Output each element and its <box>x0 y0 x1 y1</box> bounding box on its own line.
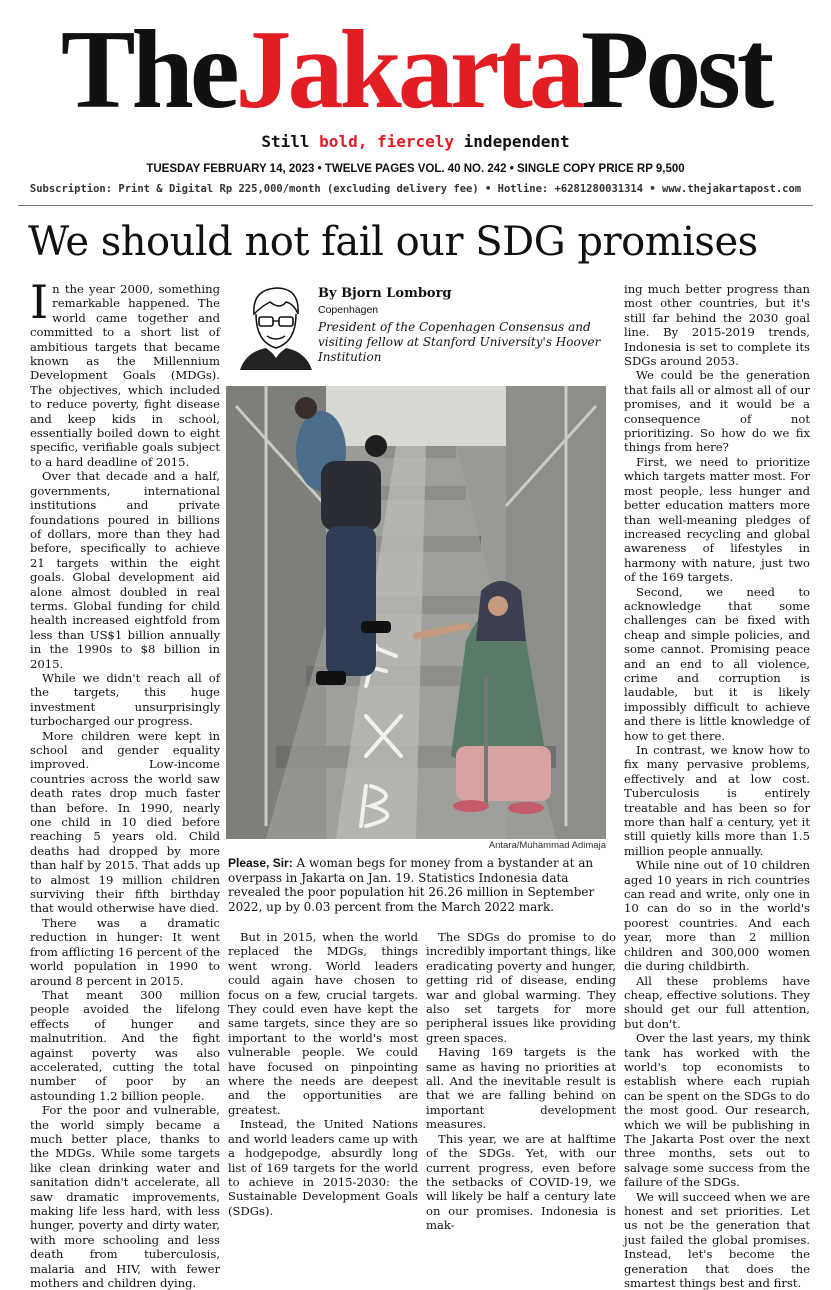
article-paragraph: The SDGs do promise to do incredibly important things, like eradicating poverty and hunger, getting rid of disease, ending war and global warming. They also set targets for more peripheral issues like providing green spaces. <box>426 930 616 1045</box>
article-paragraph: We could be the generation that fails all or almost all of our promises, and it would be a consequence of not prioritizing. So how do we fix things from here? <box>624 368 810 455</box>
tagline-red: bold, fiercely <box>319 132 455 151</box>
author-byline: By Bjorn Lomborg <box>318 286 452 301</box>
caption-text: A woman begs for money from a bystander at an overpass in Jakarta on Jan. 19. Statistics Indonesia data revealed the poor population hit 26.26 million in September 2022, up by 0.03 percent from the March 2022 mark. <box>228 856 595 914</box>
divider <box>18 205 813 206</box>
article-column-4 <box>624 282 810 1290</box>
photo-caption <box>228 856 614 914</box>
photo-illustration <box>226 386 606 839</box>
article-paragraph: That meant 300 million people avoided the lifelong effects of hunger and malnutrition. And the fight against poverty was also accelerated, cutting the total number of poor by an astounding 1.2 billion people. <box>30 987 220 1103</box>
article-paragraph: First, we need to prioritize which targets matter most. For most people, less hunger and better education matters more than well-meaning pledges of increased recycling and global awareness of lifestyles in harmony with nature, just two of the 169 targets. <box>624 454 810 585</box>
author-bio: President of the Copenhagen Consensus and visiting fellow at Stanford University's Hoover Institution <box>318 320 601 364</box>
newspaper-logo[interactable] <box>0 8 831 132</box>
article-paragraph: Instead, the United Nations and world leaders came up with a hodgepodge, absurdly long list of 169 targets for the world to achieve in 2015-2030: the Sustainable Development Goals (SDGs). <box>228 1117 418 1218</box>
caption-lead: Please, Sir: <box>228 856 293 870</box>
author-location: Copenhagen <box>318 304 379 316</box>
tagline <box>0 132 831 151</box>
article-headline: We should not fail our SDG promises <box>28 219 758 265</box>
article-paragraph: Over that decade and a half, governments, international institutions and private foundations poured in billions of dollars, more than they had before, specifically to achieve 21 targets within the eight goals. Global development aid alone almost doubled in real terms. Global funding for child health increased eightfold from less than US$1 billion annually in the 1990s to $8 billion in 2015. <box>30 469 220 671</box>
tagline-post: independent <box>454 132 570 151</box>
masthead <box>0 8 831 132</box>
article-column-2 <box>228 930 418 1218</box>
article-paragraph: All these problems have cheap, effective solutions. They should get our full attention, but don't. <box>624 973 810 1031</box>
logo-post: Post <box>580 8 771 132</box>
article-column-3 <box>426 930 616 1233</box>
article-photo[interactable] <box>226 386 606 839</box>
article-paragraph: There was a dramatic reduction in hunger: It went from afflicting 16 percent of the world population in 1990 to around 8 percent in 2015. <box>30 915 220 988</box>
subscription-line: Subscription: Print & Digital Rp 225,000/month (excluding delivery fee) • Hotline: +6281280031314 • www.thejakartapost.com <box>29 183 802 195</box>
article-paragraph: In the year 2000, something remarkable happened. The world came together and committed to a short list of ambitious targets that became known as the Millennium Development Goals (MDGs). The objectives, which included to reduce poverty, fight disease and keep kids in school, essentially boiled down to eight specific, verifiable goals subject to a hard deadline of 2015. <box>30 275 220 469</box>
dateline: TUESDAY FEBRUARY 14, 2023 • TWELVE PAGES VOL. 40 NO. 242 • SINGLE COPY PRICE RP 9,500 <box>146 163 685 175</box>
article-paragraph: Over the last years, my think tank has worked with the world's top economists to establish where each rupiah can be spent on the SDGs to do the most good. Our research, which we will be publishing in The Jakarta Post over the next three months, sets out to salvage some success from the failure of the SDGs. <box>624 1031 810 1190</box>
article-paragraph: More children were kept in school and gender equality improved. Low-income countries across the world saw death rates drop much faster than before. In 1990, nearly one child in 10 died before reaching 5 years old. Child deaths had dropped by more than half by 2015. That adds up to almost 19 million children surviving their fifth birthday that would otherwise have died. <box>30 728 220 916</box>
article-paragraph: Having 169 targets is the same as having no priorities at all. And the inevitable result is that we are falling behind on important development measures. <box>426 1045 616 1132</box>
article-paragraph: For the poor and vulnerable, the world simply became a much better place, thanks to the MDGs. While some targets like clean drinking water and sanitation didn't accelerate, all saw dramatic improvements, making life less hard, with less hunger, poverty and dirty water, with more schooling and less death from tuberculosis, malaria and HIV, with fewer mothers and children dying. <box>30 1103 220 1290</box>
article-paragraph: But in 2015, when the world replaced the MDGs, things went wrong. World leaders could again have chosen to focus on a few, crucial targets. They could even have kept the same targets, since they are so important to the world's most vulnerable people. We could have focused on pinpointing where the needs are deepest and the opportunities are greatest. <box>228 930 418 1117</box>
photo-credit: Antara/Muhammad Adimaja <box>488 840 606 851</box>
article-paragraph: Second, we need to acknowledge that some challenges can be fixed with cheap and simple policies, and some cannot. Promising peace and an end to all violence, crime and corruption is laudable, but it is likely impossibly difficult to achieve and there is little knowledge of how to get there. <box>624 584 810 743</box>
article-paragraph: ing much better progress than most other countries, but it's still far behind the 2030 goal line. By 2015-2019 trends, Indonesia is set to complete its SDGs around 2053. <box>624 282 810 369</box>
article-paragraph: We will succeed when we are honest and set priorities. Let us not be the generation that just failed the global promises. Instead, let's become the generation that does the smartest things best and first. <box>624 1189 810 1290</box>
article-paragraph: This year, we are at halftime of the SDGs. Yet, with our current progress, even before the setbacks of COVID-19, we will likely be half a century late on our promises. Indonesia is mak- <box>426 1131 616 1233</box>
article-column-1 <box>30 275 220 1290</box>
logo-the: The <box>60 8 236 132</box>
article-paragraph: In contrast, we know how to fix many pervasive problems, effectively and at low cost. Tuberculosis is entirely treatable and has been so for more than half a century, yet it still quietly kills more than 1.5 million people annually. <box>624 743 810 858</box>
article-paragraph: While nine out of 10 children aged 10 years in rich countries can read and write, only one in 10 can do so in the world's poorest countries. And each year, more than 2 million children and 300,000 women die during childbirth. <box>624 858 810 974</box>
author-box <box>236 284 616 374</box>
logo-jakarta: Jakarta <box>235 8 581 132</box>
author-portrait <box>240 284 312 370</box>
tagline-pre: Still <box>261 132 320 151</box>
article-paragraph: While we didn't reach all of the targets, this huge investment unsurprisingly turbocharged our progress. <box>30 670 220 729</box>
